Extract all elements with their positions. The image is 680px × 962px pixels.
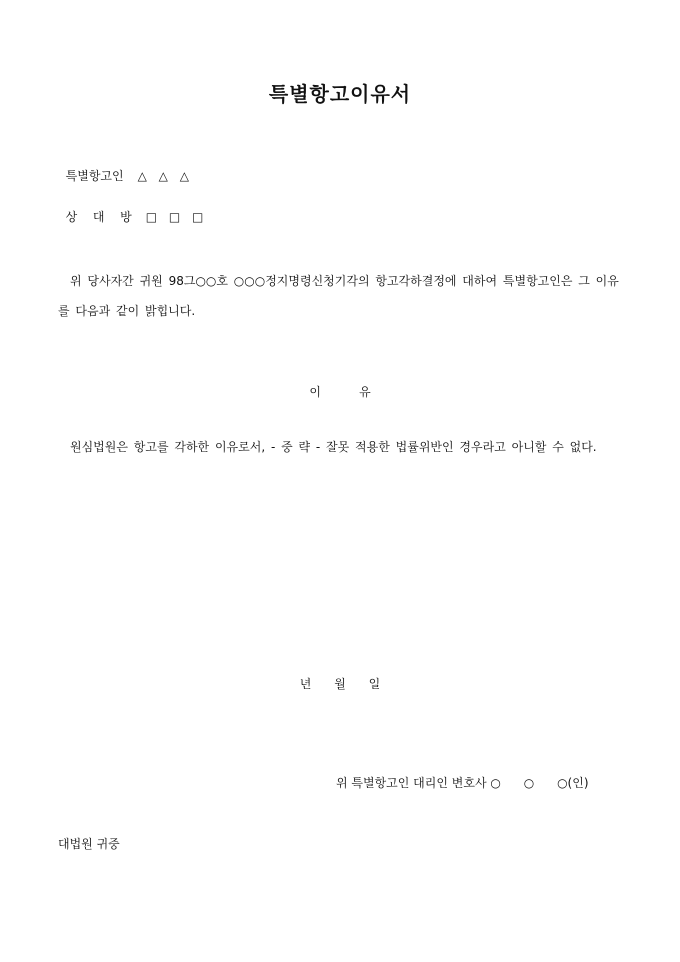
signature-line: 위 특별항고인 대리인 변호사 ○ ○ ○(인) [336, 776, 589, 790]
appellant-name: △ △ △ [137, 169, 189, 183]
opponent-label: 상 대 방 [65, 210, 132, 224]
document-title: 특별항고이유서 [268, 82, 412, 106]
appellant-label: 특별항고인 [65, 169, 124, 183]
date-line: 년 월 일 [299, 677, 381, 691]
opponent-line [58, 193, 203, 225]
reasons-heading: 이 유 [309, 385, 371, 399]
opponent-name: □ □ □ [145, 210, 204, 224]
addressee: 대법원 귀중 [58, 837, 120, 851]
intro-paragraph: 위 당사자간 귀원 98그○○호 ○○○정지명령신청기각의 항고각하결정에 대하여 특별항고인은 그 이유를 다음과 같이 밝힙니다. [58, 274, 619, 318]
reasons-paragraph: 원심법원은 항고를 각하한 이유로서, - 중 략 - 잘못 적용한 법률위반인 경우라고 아니할 수 없다. [70, 440, 597, 454]
appellant-line [58, 152, 189, 184]
